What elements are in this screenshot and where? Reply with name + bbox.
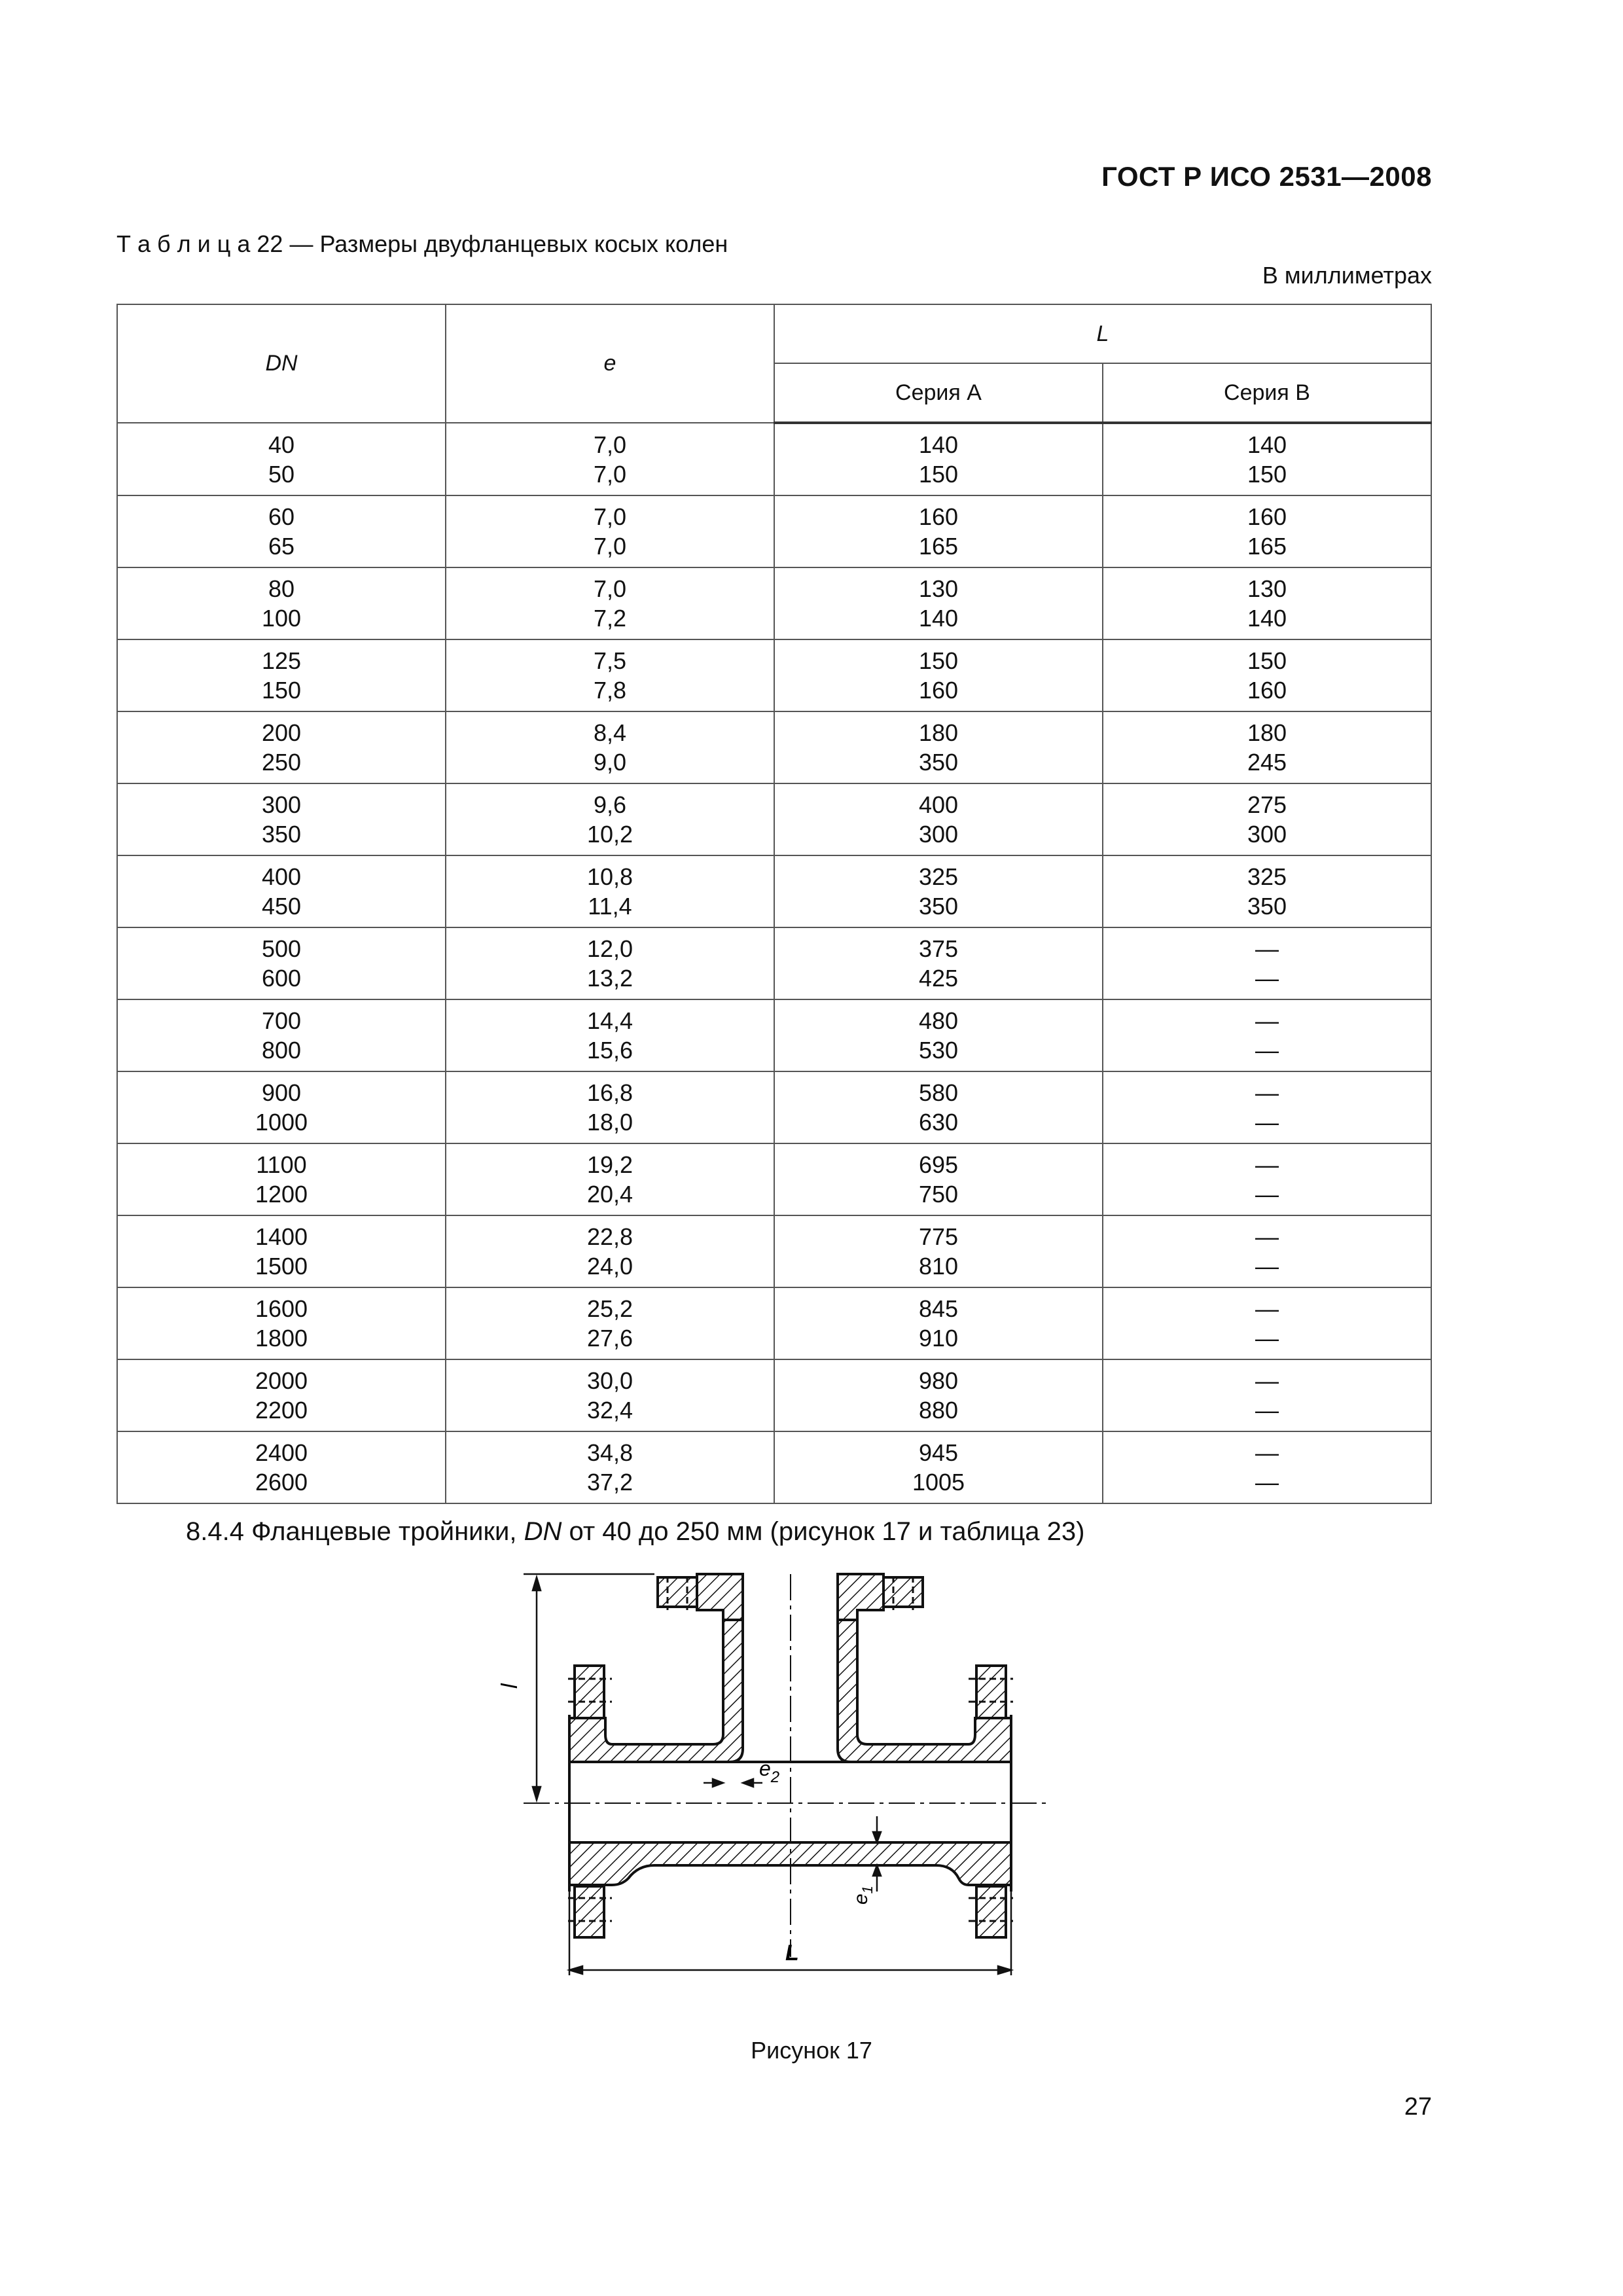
- cell-value: 300: [918, 821, 959, 848]
- cell-dn: [117, 783, 446, 855]
- cell-dn: [117, 1143, 446, 1215]
- table-row: [117, 639, 1431, 711]
- table-caption: Т а б л и ц а 22 — Размеры двуфланцевых косых колен: [116, 230, 728, 257]
- cell-value: 350: [261, 821, 302, 848]
- cell-value: 245: [1247, 749, 1287, 776]
- cell-a: [774, 927, 1103, 999]
- table-row: [117, 711, 1431, 783]
- cell-value: 140: [1247, 431, 1287, 458]
- cell-e: [446, 423, 774, 495]
- cell-a: [774, 1071, 1103, 1143]
- cell-value: 530: [918, 1037, 959, 1064]
- cell-e: [446, 495, 774, 567]
- cell-dn: [117, 1287, 446, 1359]
- cell-value: —: [1255, 1109, 1279, 1136]
- cell-value: 750: [918, 1181, 959, 1208]
- cell-value: 350: [918, 893, 959, 920]
- cell-e: [446, 927, 774, 999]
- cell-value: 7,0: [593, 431, 627, 458]
- cell-e: [446, 1359, 774, 1431]
- cell-value: 140: [918, 431, 959, 458]
- cell-value: —: [1255, 1151, 1279, 1178]
- table-row: [117, 1071, 1431, 1143]
- cell-dn: [117, 495, 446, 567]
- cell-b: [1103, 999, 1431, 1071]
- cell-dn: [117, 423, 446, 495]
- cell-value: 22,8: [586, 1223, 633, 1250]
- cell-b: [1103, 1071, 1431, 1143]
- table-row: [117, 567, 1431, 639]
- table-row: [117, 1431, 1431, 1503]
- cell-value: 7,5: [593, 647, 627, 674]
- cell-value: 7,0: [593, 575, 627, 602]
- cell-value: 450: [261, 893, 302, 920]
- cell-value: 300: [261, 791, 302, 818]
- cell-dn: [117, 927, 446, 999]
- cell-a: [774, 1431, 1103, 1503]
- cell-b: [1103, 1143, 1431, 1215]
- cell-b: [1103, 1215, 1431, 1287]
- cell-e: [446, 1215, 774, 1287]
- cell-value: —: [1255, 965, 1279, 992]
- cell-value: 165: [1247, 533, 1287, 560]
- header-series-a: Серия А: [774, 363, 1103, 423]
- table-row: [117, 855, 1431, 927]
- cell-value: 150: [1247, 461, 1287, 488]
- cell-a: [774, 639, 1103, 711]
- section-dn: DN: [524, 1517, 562, 1546]
- cell-value: 580: [918, 1079, 959, 1106]
- cell-e: [446, 1143, 774, 1215]
- cell-dn: [117, 711, 446, 783]
- cell-value: —: [1255, 1439, 1279, 1466]
- cell-e: [446, 855, 774, 927]
- cell-value: 150: [261, 677, 302, 704]
- cell-value: —: [1255, 1253, 1279, 1280]
- cell-dn: [117, 1431, 446, 1503]
- cell-value: 40: [268, 431, 295, 458]
- cell-a: [774, 855, 1103, 927]
- cell-value: 140: [1247, 605, 1287, 632]
- cell-a: [774, 423, 1103, 495]
- cell-b: [1103, 567, 1431, 639]
- cell-e: [446, 999, 774, 1071]
- cell-value: 630: [918, 1109, 959, 1136]
- cell-value: 125: [261, 647, 302, 674]
- cell-value: 275: [1247, 791, 1287, 818]
- cell-b: [1103, 1359, 1431, 1431]
- cell-dn: [117, 1359, 446, 1431]
- cell-value: 150: [1247, 647, 1287, 674]
- cell-value: 9,0: [593, 749, 627, 776]
- cell-value: 30,0: [586, 1367, 633, 1394]
- cell-value: 27,6: [586, 1325, 633, 1352]
- cell-value: —: [1255, 1079, 1279, 1106]
- cell-dn: [117, 567, 446, 639]
- cell-value: 1005: [912, 1469, 965, 1496]
- cell-value: 700: [261, 1007, 302, 1034]
- cell-value: 695: [918, 1151, 959, 1178]
- dimension-big-l-label: L: [785, 1941, 799, 1965]
- cell-value: 9,6: [593, 791, 627, 818]
- cell-value: 25,2: [586, 1295, 633, 1322]
- cell-e: [446, 1431, 774, 1503]
- cell-value: 13,2: [586, 965, 633, 992]
- cell-value: 980: [918, 1367, 959, 1394]
- table-body: [117, 423, 1431, 1503]
- header-l: L: [774, 304, 1431, 363]
- cell-a: [774, 1215, 1103, 1287]
- cell-value: —: [1255, 1223, 1279, 1250]
- cell-value: —: [1255, 1397, 1279, 1424]
- cell-value: —: [1255, 1181, 1279, 1208]
- cell-value: 2000: [255, 1367, 308, 1394]
- table-row: [117, 999, 1431, 1071]
- cell-value: 18,0: [586, 1109, 633, 1136]
- cell-value: 140: [918, 605, 959, 632]
- dimension-e2: [704, 1779, 762, 1787]
- cell-value: 37,2: [586, 1469, 633, 1496]
- dimension-e1-label: $e_1$: [850, 1886, 876, 1905]
- cell-value: —: [1255, 1469, 1279, 1496]
- cell-value: 160: [918, 503, 959, 530]
- cell-value: —: [1255, 935, 1279, 962]
- cell-b: [1103, 495, 1431, 567]
- cell-dn: [117, 1215, 446, 1287]
- cell-value: 130: [918, 575, 959, 602]
- dimension-l-label: l: [497, 1683, 522, 1689]
- cell-e: [446, 783, 774, 855]
- cell-value: 810: [918, 1253, 959, 1280]
- cell-value: 160: [1247, 503, 1287, 530]
- cell-value: 10,8: [586, 863, 633, 890]
- cell-b: [1103, 855, 1431, 927]
- header-e: e: [446, 304, 774, 423]
- cell-value: 50: [268, 460, 295, 488]
- cell-value: 100: [261, 605, 302, 632]
- cell-value: 7,0: [593, 503, 627, 530]
- cell-dn: [117, 999, 446, 1071]
- cell-a: [774, 711, 1103, 783]
- cell-value: 20,4: [586, 1181, 633, 1208]
- cell-value: —: [1255, 1037, 1279, 1064]
- cell-value: 16,8: [586, 1079, 633, 1106]
- cell-value: 600: [261, 965, 302, 992]
- cell-value: 180: [1247, 719, 1287, 746]
- table-row: [117, 1215, 1431, 1287]
- cell-e: [446, 639, 774, 711]
- cell-e: [446, 1287, 774, 1359]
- cell-value: 945: [918, 1439, 959, 1466]
- cell-value: —: [1255, 1295, 1279, 1322]
- cell-b: [1103, 423, 1431, 495]
- cell-value: 150: [918, 461, 959, 488]
- section-text-after: от 40 до 250 мм (рисунок 17 и таблица 23): [562, 1517, 1085, 1546]
- cell-value: 2400: [255, 1439, 308, 1466]
- cell-value: 350: [918, 749, 959, 776]
- cell-value: 12,0: [586, 935, 633, 962]
- cell-a: [774, 1143, 1103, 1215]
- cell-value: 375: [918, 935, 959, 962]
- cell-value: 11,4: [588, 893, 632, 920]
- cell-a: [774, 567, 1103, 639]
- cell-value: 325: [1247, 863, 1287, 890]
- cell-e: [446, 1071, 774, 1143]
- section-heading: [186, 1517, 1084, 1547]
- cell-value: 130: [1247, 575, 1287, 602]
- cell-value: 200: [261, 719, 302, 746]
- cell-e: [446, 711, 774, 783]
- cell-a: [774, 1287, 1103, 1359]
- cell-value: 500: [261, 935, 302, 962]
- cell-value: 775: [918, 1223, 959, 1250]
- cell-value: 400: [918, 791, 959, 818]
- document-code: ГОСТ Р ИСО 2531—2008: [1101, 161, 1432, 192]
- cell-value: 2200: [255, 1397, 308, 1424]
- cell-value: 65: [268, 533, 295, 560]
- cell-value: 10,2: [586, 821, 633, 848]
- cell-value: 800: [261, 1037, 302, 1064]
- cell-value: 34,8: [586, 1439, 633, 1466]
- cell-value: 1000: [255, 1109, 308, 1136]
- cell-b: [1103, 639, 1431, 711]
- cell-value: 480: [918, 1007, 959, 1034]
- cell-dn: [117, 639, 446, 711]
- cell-b: [1103, 1287, 1431, 1359]
- cell-a: [774, 999, 1103, 1071]
- units-note: В миллиметрах: [1262, 262, 1432, 289]
- cell-a: [774, 495, 1103, 567]
- header-series-b: Серия В: [1103, 363, 1431, 423]
- cell-value: 19,2: [586, 1151, 633, 1178]
- cell-value: —: [1255, 1325, 1279, 1352]
- cell-value: 7,2: [593, 605, 627, 632]
- dimension-e2-label: $e_2$: [759, 1757, 780, 1786]
- cell-value: 15,6: [586, 1037, 633, 1064]
- cell-b: [1103, 711, 1431, 783]
- cell-value: 880: [918, 1397, 959, 1424]
- cell-value: 7,0: [593, 533, 627, 560]
- table-row: [117, 495, 1431, 567]
- cell-value: 250: [261, 749, 302, 776]
- cell-b: [1103, 1431, 1431, 1503]
- table-row: [117, 783, 1431, 855]
- cell-value: 14,4: [586, 1007, 633, 1034]
- cell-value: 60: [268, 503, 295, 530]
- section-number: 8.4.4: [186, 1517, 244, 1546]
- cell-b: [1103, 783, 1431, 855]
- table-row: [117, 1359, 1431, 1431]
- cell-value: 1400: [255, 1223, 308, 1250]
- cell-value: 845: [918, 1295, 959, 1322]
- cell-value: 400: [261, 863, 302, 890]
- header-dn: DN: [117, 304, 446, 423]
- cell-dn: [117, 1071, 446, 1143]
- cell-value: 150: [918, 647, 959, 674]
- cell-value: 1200: [255, 1181, 308, 1208]
- table-row: [117, 1287, 1431, 1359]
- cell-value: 165: [918, 533, 959, 560]
- cell-value: 350: [1247, 893, 1287, 920]
- cell-value: 2600: [255, 1469, 308, 1496]
- cell-value: 1500: [255, 1253, 308, 1280]
- cell-value: —: [1255, 1007, 1279, 1034]
- section-text-before: Фланцевые тройники,: [251, 1517, 524, 1546]
- cell-value: 8,4: [593, 719, 627, 746]
- cell-a: [774, 1359, 1103, 1431]
- cell-dn: [117, 855, 446, 927]
- cell-value: 300: [1247, 821, 1287, 848]
- cell-value: 910: [918, 1325, 959, 1352]
- cell-value: 425: [918, 965, 959, 992]
- cell-value: 1800: [255, 1325, 308, 1352]
- cell-value: 325: [918, 863, 959, 890]
- cell-e: [446, 567, 774, 639]
- cell-b: [1103, 927, 1431, 999]
- cell-value: 160: [918, 677, 959, 704]
- figure-caption: Рисунок 17: [751, 2037, 872, 2064]
- cell-a: [774, 783, 1103, 855]
- cell-value: 180: [918, 719, 959, 746]
- cell-value: 160: [1247, 677, 1287, 704]
- cell-value: 1100: [256, 1151, 307, 1178]
- cell-value: 900: [261, 1079, 302, 1106]
- table-row: [117, 423, 1431, 495]
- cell-value: 7,8: [593, 677, 627, 704]
- table-row: [117, 927, 1431, 999]
- tee-drawing: [497, 1574, 1093, 1993]
- cell-value: 1600: [255, 1295, 308, 1322]
- cell-value: 24,0: [586, 1253, 633, 1280]
- page-number: 27: [1404, 2093, 1432, 2121]
- cell-value: 7,0: [593, 460, 627, 488]
- cell-value: 32,4: [586, 1397, 633, 1424]
- cell-value: —: [1255, 1367, 1279, 1394]
- cell-value: 80: [268, 575, 295, 602]
- table-row: [117, 1143, 1431, 1215]
- dimensions-table: [116, 304, 1432, 1504]
